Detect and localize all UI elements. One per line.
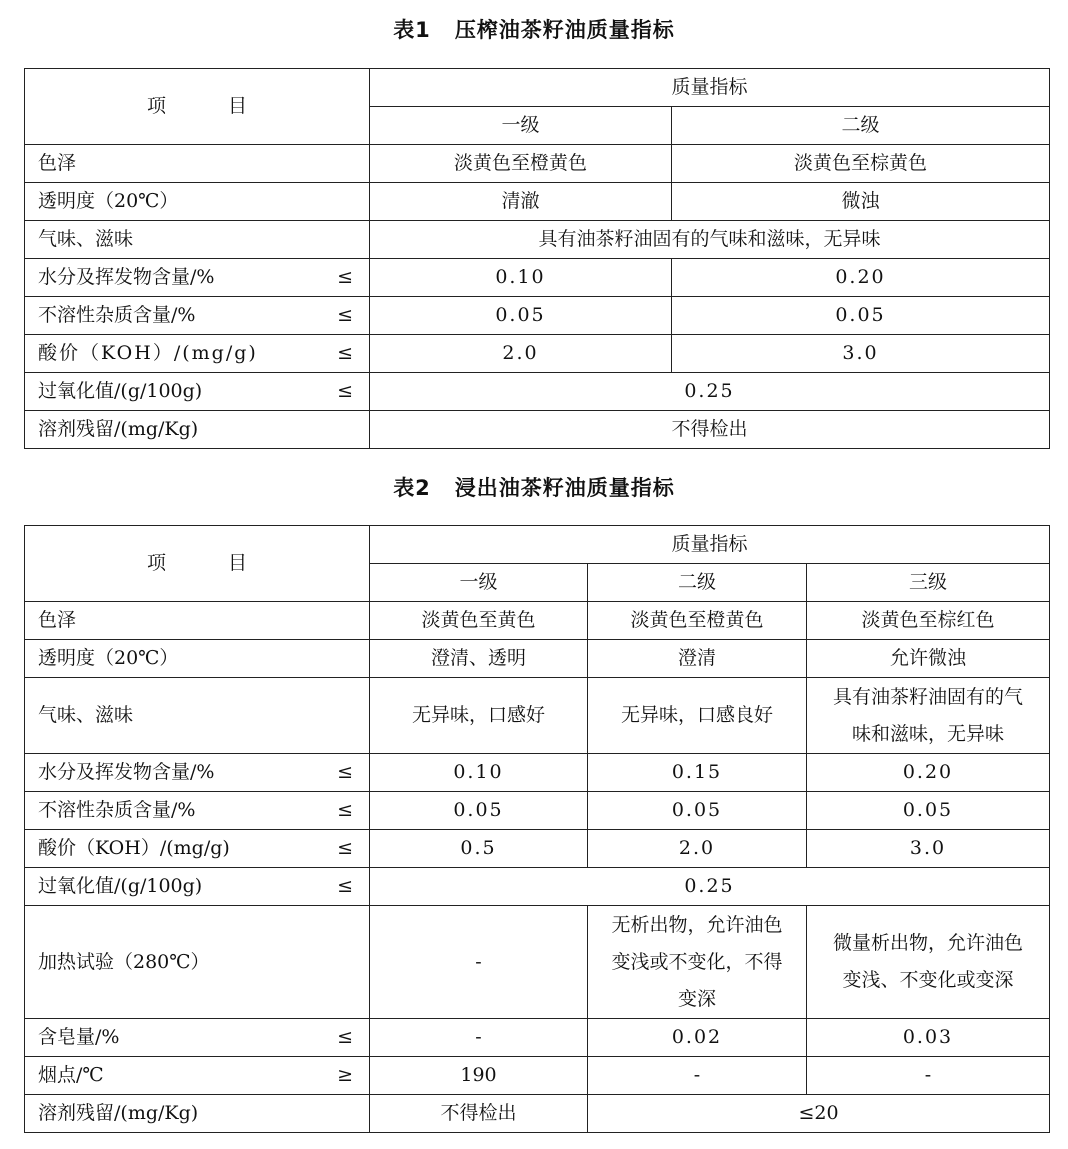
table-row	[25, 335, 1050, 373]
row-name-cell	[25, 792, 370, 830]
value-cell: 无异味，口感良好	[588, 678, 807, 754]
row-name-label: 水分及挥发物含量/%	[38, 266, 215, 288]
row-name-cell: 透明度（20℃）	[25, 183, 370, 221]
comparison-symbol: ≥	[337, 1064, 353, 1086]
value-cell: 澄清、透明	[370, 640, 588, 678]
value-cell	[807, 678, 1050, 754]
table-row	[25, 69, 1050, 107]
row-name-cell: 透明度（20℃）	[25, 640, 370, 678]
table1-caption	[0, 15, 1068, 45]
value-cell: 0.10	[370, 754, 588, 792]
value-cell: 3.0	[807, 830, 1050, 868]
value-line: 变深	[677, 987, 716, 1010]
value-line: 无析出物，允许油色	[611, 913, 783, 936]
table-row	[25, 754, 1050, 792]
value-cell: 0.5	[370, 830, 588, 868]
row-name-cell: 溶剂残留/(mg/Kg)	[25, 411, 370, 449]
row-name-cell: 气味、滋味	[25, 221, 370, 259]
value-cell: 2.0	[588, 830, 807, 868]
table-row	[25, 906, 1050, 1019]
table-row	[25, 792, 1050, 830]
row-name-label: 酸价（KOH）/(mg/g)	[38, 342, 258, 364]
header-item-cell	[25, 526, 370, 602]
comparison-symbol: ≤	[337, 1026, 353, 1048]
value-line: 微量析出物，允许油色	[832, 932, 1023, 954]
value-cell: -	[370, 1019, 588, 1057]
table-row	[25, 602, 1050, 640]
header-item-label: 项	[146, 552, 166, 574]
value-cell: 淡黄色至黄色	[370, 602, 588, 640]
value-cell: 0.02	[588, 1019, 807, 1057]
row-name-label: 过氧化值/(g/100g)	[38, 875, 203, 897]
value-cell: 淡黄色至橙黄色	[370, 145, 672, 183]
row-name-label: 不溶性杂质含量/%	[38, 799, 196, 821]
header-grade2-cell: 二级	[672, 107, 1050, 145]
value-cell: 0.05	[588, 792, 807, 830]
table-row	[25, 640, 1050, 678]
table-row	[25, 526, 1050, 564]
value-cell: ≤20	[588, 1095, 1050, 1133]
value-cell	[588, 906, 807, 1019]
value-cell: 澄清	[588, 640, 807, 678]
row-name-cell	[25, 259, 370, 297]
table-row	[25, 830, 1050, 868]
table-row	[25, 259, 1050, 297]
value-cell: 淡黄色至棕红色	[807, 602, 1050, 640]
value-cell: 不得检出	[370, 1095, 588, 1133]
value-cell: 清澈	[370, 183, 672, 221]
value-cell: -	[588, 1057, 807, 1095]
value-cell: 0.25	[370, 868, 1050, 906]
value-cell: 0.20	[807, 754, 1050, 792]
value-cell: 0.05	[807, 792, 1050, 830]
comparison-symbol: ≤	[337, 761, 353, 783]
value-cell: 0.15	[588, 754, 807, 792]
value-cell: 0.25	[370, 373, 1050, 411]
table1	[24, 68, 1050, 449]
table-row	[25, 373, 1050, 411]
value-cell: 0.05	[370, 297, 672, 335]
value-cell: 不得检出	[370, 411, 1050, 449]
row-name-cell: 气味、滋味	[25, 678, 370, 754]
value-cell: 0.05	[672, 297, 1050, 335]
header-item-label-2: 目	[228, 552, 248, 574]
value-cell: 具有油茶籽油固有的气味和滋味，无异味	[370, 221, 1050, 259]
comparison-symbol: ≤	[337, 266, 353, 288]
row-name-label: 酸价（KOH）/(mg/g)	[38, 837, 230, 859]
value-cell: 微浊	[672, 183, 1050, 221]
value-cell: 无异味，口感好	[370, 678, 588, 754]
row-name-label: 烟点/℃	[38, 1064, 104, 1086]
table-row	[25, 221, 1050, 259]
header-item-cell	[25, 69, 370, 145]
comparison-symbol: ≤	[337, 342, 353, 364]
header-grade1-cell: 一级	[370, 107, 672, 145]
row-name-cell	[25, 297, 370, 335]
value-cell: 3.0	[672, 335, 1050, 373]
table-row	[25, 145, 1050, 183]
value-cell: 2.0	[370, 335, 672, 373]
header-grade3-cell: 三级	[807, 564, 1050, 602]
header-quality-cell: 质量指标	[370, 69, 1050, 107]
value-cell: 0.03	[807, 1019, 1050, 1057]
table1-caption-number: 表1	[393, 18, 431, 42]
row-name-label: 不溶性杂质含量/%	[38, 304, 196, 326]
header-item-label: 项	[146, 95, 166, 117]
value-cell: 190	[370, 1057, 588, 1095]
value-cell: 0.20	[672, 259, 1050, 297]
value-cell: 允许微浊	[807, 640, 1050, 678]
comparison-symbol: ≤	[337, 837, 353, 859]
row-name-cell	[25, 373, 370, 411]
comparison-symbol: ≤	[337, 304, 353, 326]
value-cell: 0.10	[370, 259, 672, 297]
table2	[24, 525, 1050, 1133]
header-item-label-2: 目	[228, 95, 248, 117]
row-name-cell	[25, 335, 370, 373]
table-row	[25, 1057, 1050, 1095]
row-name-cell	[25, 754, 370, 792]
row-name-label: 过氧化值/(g/100g)	[38, 380, 203, 402]
row-name-cell: 色泽	[25, 145, 370, 183]
row-name-cell	[25, 868, 370, 906]
row-name-cell	[25, 1057, 370, 1095]
table-row	[25, 1019, 1050, 1057]
value-cell: 淡黄色至棕黄色	[672, 145, 1050, 183]
table2-caption-title: 浸出油茶籽油质量指标	[454, 476, 675, 500]
row-name-cell	[25, 830, 370, 868]
table-row	[25, 678, 1050, 754]
table-row	[25, 297, 1050, 335]
header-quality-cell: 质量指标	[370, 526, 1050, 564]
comparison-symbol: ≤	[337, 380, 353, 402]
comparison-symbol: ≤	[337, 875, 353, 897]
header-grade1-cell: 一级	[370, 564, 588, 602]
row-name-label: 含皂量/%	[38, 1026, 120, 1048]
value-cell	[807, 906, 1050, 1019]
table-row	[25, 868, 1050, 906]
value-line: 变浅、不变化或变深	[842, 969, 1014, 991]
value-cell: 0.05	[370, 792, 588, 830]
value-cell: -	[370, 906, 588, 1019]
table-row	[25, 1095, 1050, 1133]
row-name-cell	[25, 1019, 370, 1057]
row-name-cell: 加热试验（280℃）	[25, 906, 370, 1019]
row-name-label: 水分及挥发物含量/%	[38, 761, 215, 783]
table2-caption	[0, 473, 1068, 503]
table1-caption-title: 压榨油茶籽油质量指标	[454, 18, 675, 42]
row-name-cell: 溶剂残留/(mg/Kg)	[25, 1095, 370, 1133]
value-line: 味和滋味，无异味	[851, 722, 1004, 745]
value-cell: 淡黄色至橙黄色	[588, 602, 807, 640]
table-row	[25, 183, 1050, 221]
value-line: 具有油茶籽油固有的气	[832, 685, 1023, 708]
comparison-symbol: ≤	[337, 799, 353, 821]
row-name-cell: 色泽	[25, 602, 370, 640]
header-grade2-cell: 二级	[588, 564, 807, 602]
value-cell: -	[807, 1057, 1050, 1095]
value-line: 变浅或不变化，不得	[611, 950, 783, 973]
table2-caption-number: 表2	[393, 476, 431, 500]
table-row	[25, 411, 1050, 449]
